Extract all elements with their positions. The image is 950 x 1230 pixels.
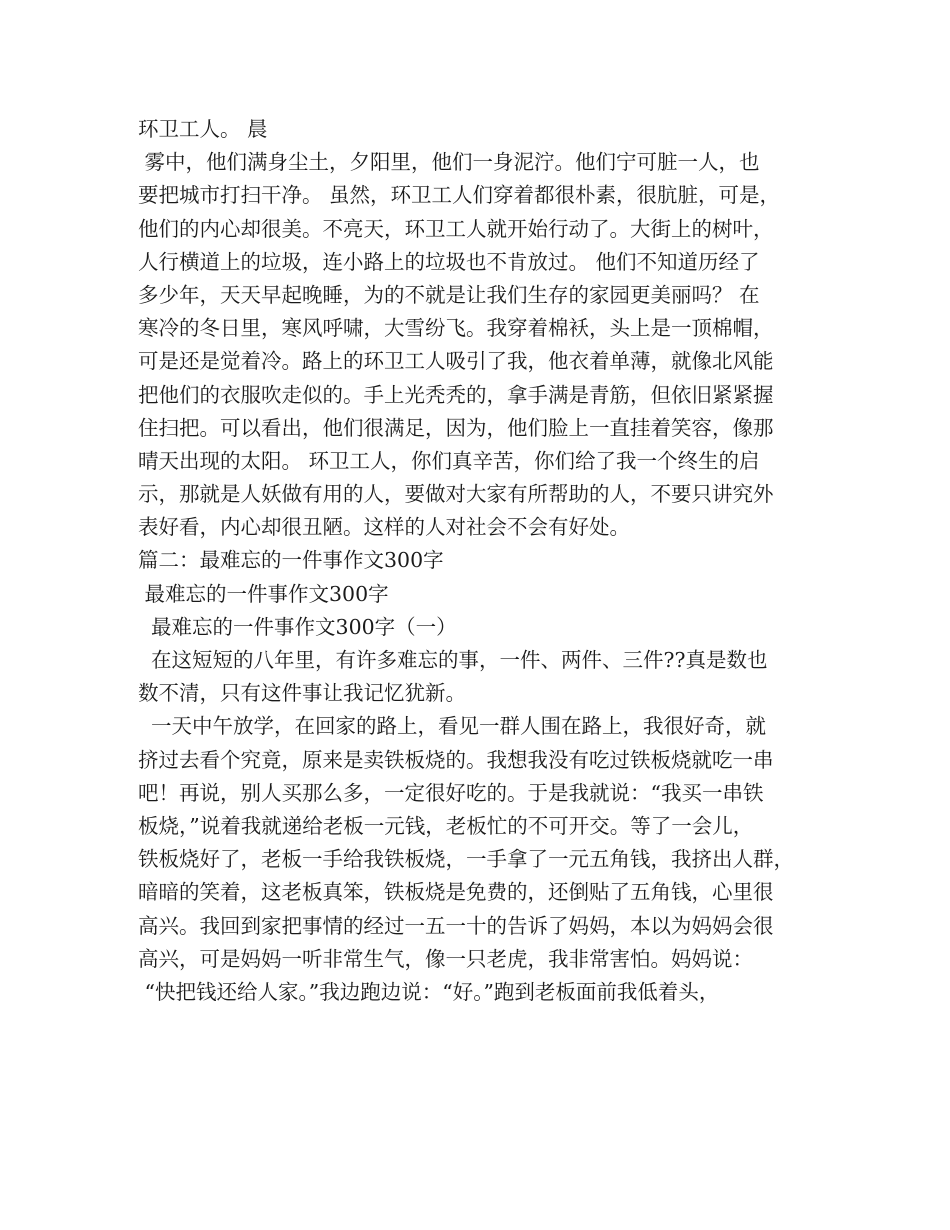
text-line: 挤过去看个究竟，原来是卖铁板烧的。我想我没有吃过铁板烧就吃一串 (138, 747, 774, 772)
text-line: 他们的内心却很美。不亮天，环卫工人就开始行动了。大街上的树叶， (138, 216, 774, 241)
text-line: 环卫工人。 晨 (138, 117, 268, 141)
text-line: 表好看，内心却很丑陋。这样的人对社会不会有好处。 (138, 515, 630, 540)
text-line: 在这短短的八年里，有许多难忘的事，一件、两件、三件??真是数也 (138, 648, 768, 672)
text-line: 住扫把。可以看出，他们很满足，因为，他们脸上一直挂着笑容，像那 (138, 415, 774, 440)
text-line: 寒冷的冬日里，寒风呼啸，大雪纷飞。我穿着棉袄，头上是一顶棉帽， (138, 316, 774, 341)
section-heading: 篇二：最难忘的一件事作文300字 (138, 548, 444, 573)
text-line: 多少年，天天早起晚睡，为的不就是让我们生存的家园更美丽吗？ 在 (138, 282, 760, 307)
text-line: 高兴，可是妈妈一听非常生气，像一只老虎，我非常害怕。妈妈说： (138, 946, 753, 971)
text-line: 一天中午放学，在回家的路上，看见一群人围在路上，我很好奇，就 (138, 714, 767, 739)
text-line: 铁板烧好了，老板一手给我铁板烧，一手拿了一元五角钱，我挤出人群， (138, 847, 794, 872)
text-line: 要把城市打扫干净。 虽然，环卫工人们穿着都很朴素，很肮脏，可是， (138, 183, 781, 208)
text-line: 吧！再说，别人买那么多，一定很好吃的。于是我就说：“我买一串铁 (138, 780, 764, 805)
text-line: 暗暗的笑着，这老板真笨，铁板烧是免费的，还倒贴了五角钱，心里很 (138, 880, 774, 905)
text-line: 人行横道上的垃圾，连小路上的垃圾也不肯放过。 他们不知道历经了 (138, 249, 760, 274)
text-line: 示，那就是人妖做有用的人，要做对大家有所帮助的人，不要只讲究外 (138, 482, 774, 507)
text-line: 板烧，”说着我就递给老板一元钱，老板忙的不可开交。等了一会儿， (138, 813, 754, 838)
text-line: 数不清，只有这件事让我记忆犹新。 (138, 681, 466, 706)
text-line: 雾中，他们满身尘土，夕阳里，他们一身泥泞。他们宁可脏一人，也 (138, 150, 760, 175)
text-line: 把他们的衣服吹走似的。手上光秃秃的，拿手满是青筋，但依旧紧紧握 (138, 382, 774, 407)
essay-subtitle: 最难忘的一件事作文300字（一） (138, 614, 457, 639)
text-line: 高兴。我回到家把事情的经过一五一十的告诉了妈妈，本以为妈妈会很 (138, 913, 774, 938)
text-line: “快把钱还给人家。”我边跑边说：“好。”跑到老板面前我低着头， (138, 979, 720, 1004)
text-line: 晴天出现的太阳。 环卫工人，你们真辛苦，你们给了我一个终生的启 (138, 448, 760, 473)
essay-title: 最难忘的一件事作文300字 (138, 581, 389, 606)
text-line: 可是还是觉着冷。路上的环卫工人吸引了我，他衣着单薄，就像北风能 (138, 349, 774, 374)
document-text (138, 113, 828, 1009)
